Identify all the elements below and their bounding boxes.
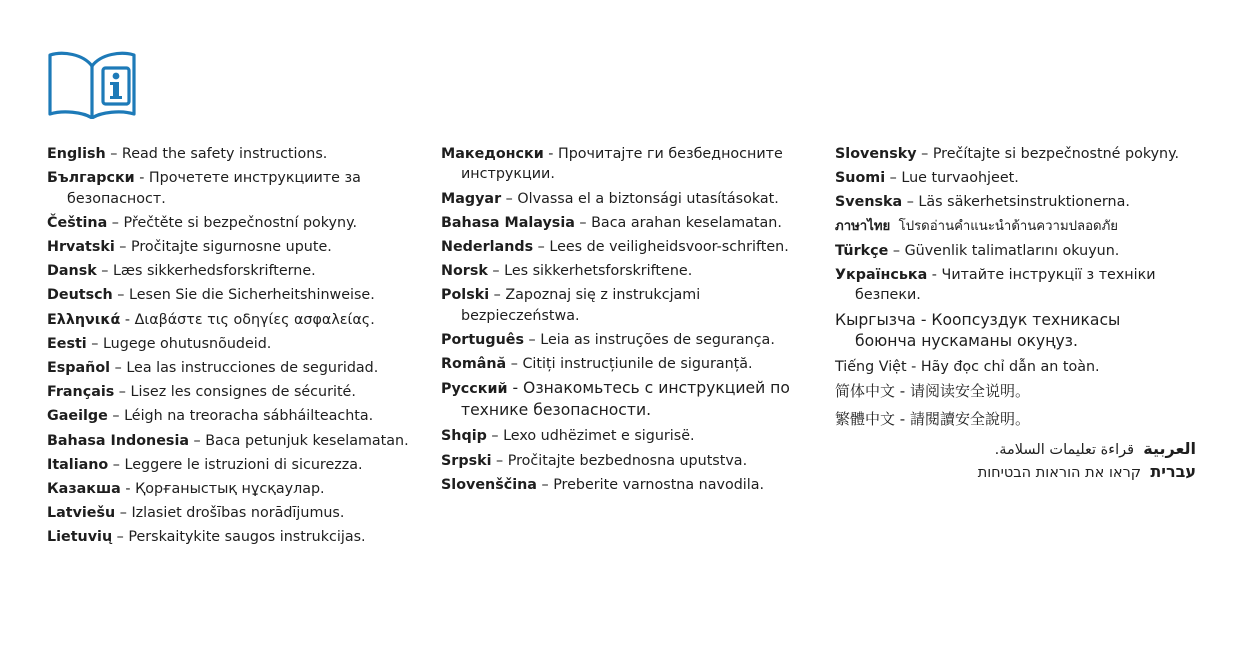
rtl-instructions xyxy=(835,438,1205,484)
instruction-english: English – Read the safety instructions. xyxy=(47,146,328,162)
instruction-romanian: Română – Citiți instrucțiunile de siguranță. xyxy=(441,356,753,373)
instruction-arabic: العربية قراءة تعليمات السلامة. xyxy=(994,438,1196,458)
instruction-hungarian: Magyar – Olvassa el a biztonsági utasításokat. xyxy=(441,190,779,207)
instruction-italian: Italiano – Leggere le istruzioni di sicurezza. xyxy=(47,456,363,473)
instruction-latvian: Latviešu – Izlasiet drošības norādījumus. xyxy=(47,505,345,522)
instruction-vietnamese: Tiếng Việt - Hãy đọc chỉ dẫn an toàn. xyxy=(835,358,1100,375)
instruction-spanish: Español – Lea las instrucciones de seguridad. xyxy=(47,360,379,377)
column-1 xyxy=(47,144,417,552)
instruction-bulgarian: Български - Прочетете инструкциите за безопасност. xyxy=(47,170,361,207)
instruction-malay: Bahasa Malaysia – Baca arahan keselamatan. xyxy=(441,214,782,231)
instruction-estonian: Eesti – Lugege ohutusnõudeid. xyxy=(47,335,272,352)
instruction-simplified-chinese: 简体中文 - 请阅读安全说明。 xyxy=(835,381,1030,400)
read-instructions-icon xyxy=(47,46,137,119)
instruction-kyrgyz: Кыргызча - Коопсуздук техникасы боюнча нускаманы окуңуз. xyxy=(835,310,1121,350)
column-2 xyxy=(441,144,821,499)
instruction-dutch: Nederlands – Lees de veiligheidsvoor-schriften. xyxy=(441,239,789,256)
instruction-french: Français – Lisez les consignes de sécurité. xyxy=(47,384,356,401)
instruction-finnish: Suomi – Lue turvaohjeet. xyxy=(835,170,1019,187)
instruction-serbian: Srpski – Pročitajte bezbednosna uputstva. xyxy=(441,452,748,469)
instruction-croatian: Hrvatski – Pročitajte sigurnosne upute. xyxy=(47,239,332,256)
instruction-slovenian: Slovenščina – Preberite varnostna navodila. xyxy=(441,476,765,493)
instruction-russian: Русский - Ознакомьтесь с инструкцией по технике безопасности. xyxy=(441,379,790,420)
instruction-turkish: Türkçe – Güvenlik talimatlarını okuyun. xyxy=(835,242,1120,259)
column-3 xyxy=(835,144,1205,484)
instruction-macedonian: Македонски - Прочитајте ги безбедносните инструкции. xyxy=(441,146,783,183)
instruction-portuguese: Português – Leia as instruções de segurança. xyxy=(441,332,775,349)
instruction-polish: Polski – Zapoznaj się z instrukcjami bezpieczeństwa. xyxy=(441,287,701,324)
instruction-danish: Dansk – Læs sikkerhedsforskrifterne. xyxy=(47,263,316,280)
instruction-albanian: Shqip – Lexo udhëzimet e sigurisë. xyxy=(441,428,695,445)
instruction-traditional-chinese: 繁體中文 - 請閱讀安全說明。 xyxy=(835,410,1030,429)
instruction-german: Deutsch – Lesen Sie die Sicherheitshinweise. xyxy=(47,287,375,304)
instruction-lithuanian: Lietuvių – Perskaitykite saugos instrukcijas. xyxy=(47,529,366,546)
instruction-kazakh: Казакша - Қорғаныстық нұсқаулар. xyxy=(47,481,325,498)
instruction-irish: Gaeilge – Léigh na treoracha sábháilteachta. xyxy=(47,408,374,425)
instruction-norwegian: Norsk – Les sikkerhetsforskriftene. xyxy=(441,263,693,280)
instruction-czech: Čeština – Přečtěte si bezpečnostní pokyny. xyxy=(47,214,358,231)
instruction-hebrew: עברית קראו את הוראות הבטיחות xyxy=(977,461,1196,481)
instruction-thai: ภาษาไทย โปรดอ่านคำแนะนำด้านความปลอดภัย xyxy=(835,218,1118,234)
instruction-swedish: Svenska – Läs säkerhetsinstruktionerna. xyxy=(835,194,1130,211)
instruction-ukrainian: Українська - Читайте інструкції з техніки безпеки. xyxy=(835,267,1156,304)
instruction-slovak: Slovensky – Prečítajte si bezpečnostné pokyny. xyxy=(835,146,1180,162)
instruction-indonesian: Bahasa Indonesia – Baca petunjuk keselamatan. xyxy=(47,432,409,449)
instruction-greek: Ελληνικά - Διαβάστε τις οδηγίες ασφαλείας. xyxy=(47,311,375,328)
